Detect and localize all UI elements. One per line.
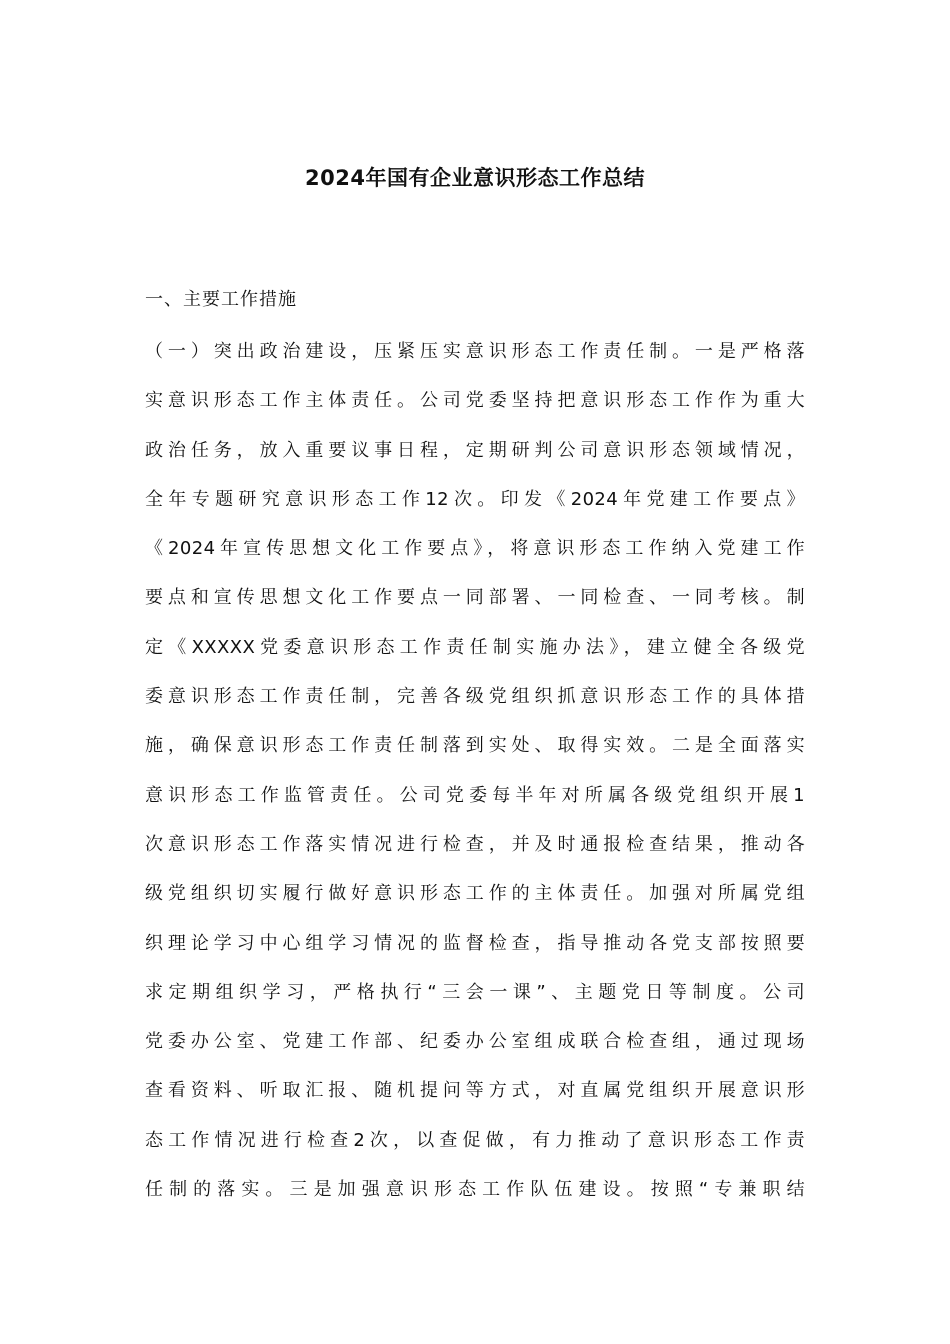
body-line: 意识形态工作监管责任。公司党委每半年对所属各级党组织开展1 <box>145 784 805 806</box>
body-line: 织理论学习中心组学习情况的监督检查，指导推动各党支部按照要 <box>145 932 805 954</box>
document-title: 2024年国有企业意识形态工作总结 <box>305 166 645 190</box>
body-line: 查看资料、听取汇报、随机提问等方式，对直属党组织开展意识形 <box>145 1080 805 1102</box>
body-line: 要点和宣传思想文化工作要点一同部署、一同检查、一同考核。制 <box>145 587 805 609</box>
body-text <box>145 334 805 1221</box>
section-heading: 一、主要工作措施 <box>145 289 297 310</box>
body-line: （一）突出政治建设，压紧压实意识形态工作责任制。一是严格落 <box>145 341 805 362</box>
body-line: 任制的落实。三是加强意识形态工作队伍建设。按照“专兼职结 <box>145 1179 805 1201</box>
body-line: 级党组织切实履行做好意识形态工作的主体责任。加强对所属党组 <box>145 883 805 905</box>
body-line: 定《XXXXX党委意识形态工作责任制实施办法》，建立健全各级党 <box>145 636 805 658</box>
body-line: 施，确保意识形态工作责任制落到实处、取得实效。二是全面落实 <box>145 735 805 757</box>
body-line: 实意识形态工作主体责任。公司党委坚持把意识形态工作作为重大 <box>145 390 805 412</box>
body-line: 委意识形态工作责任制，完善各级党组织抓意识形态工作的具体措 <box>145 686 805 708</box>
body-line: 《2024年宣传思想文化工作要点》，将意识形态工作纳入党建工作 <box>145 538 805 560</box>
body-line: 全年专题研究意识形态工作12次。印发《2024年党建工作要点》 <box>145 488 805 510</box>
body-line: 次意识形态工作落实情况进行检查，并及时通报检查结果，推动各 <box>145 833 805 855</box>
body-line: 政治任务，放入重要议事日程，定期研判公司意识形态领域情况， <box>145 439 805 461</box>
body-line: 态工作情况进行检查2次，以查促做，有力推动了意识形态工作责 <box>145 1129 805 1151</box>
body-line: 党委办公室、党建工作部、纪委办公室组成联合检查组，通过现场 <box>145 1031 805 1053</box>
body-line: 求定期组织学习，严格执行“三会一课”、主题党日等制度。公司 <box>145 981 805 1003</box>
